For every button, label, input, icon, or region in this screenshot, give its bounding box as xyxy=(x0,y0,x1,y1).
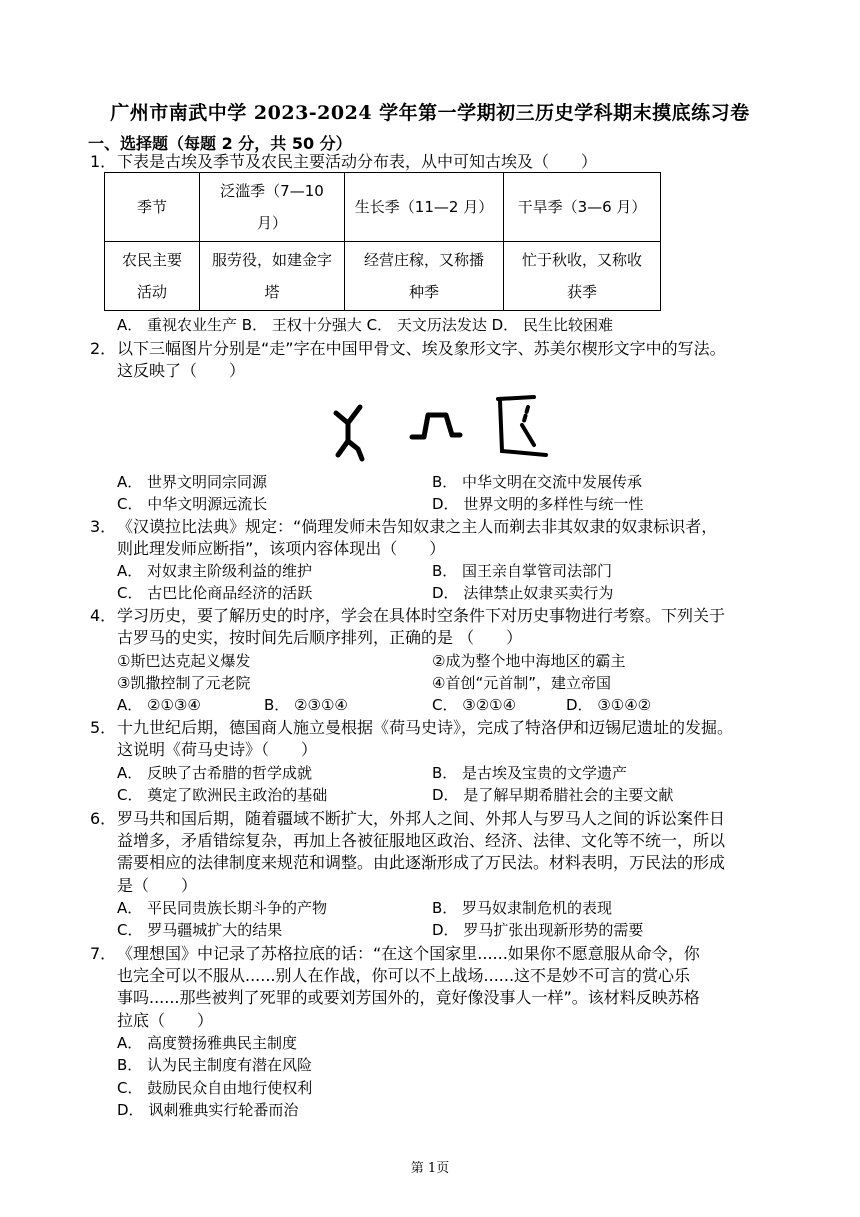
list-item: ③凯撒控制了元老院 xyxy=(117,674,251,692)
question-6-stem-cont: 需要相应的法律制度来规范和调整。由此逐渐形成了万民法。材料表明，万民法的形成 xyxy=(117,853,726,872)
option-c: C． 中华文明源远流长 xyxy=(117,495,268,513)
question-number: 6． xyxy=(90,809,117,828)
question-4-stem-cont: 古罗马的史实，按时间先后顺序排列，正确的是 （ ） xyxy=(117,628,523,647)
option-b: B． 罗马奴隶制危机的表现 xyxy=(432,899,613,917)
option-c: C． 古巴比伦商品经济的活跃 xyxy=(117,584,313,602)
option-d: D． ③①④② xyxy=(566,696,652,714)
option-b: B． 是古埃及宝贵的文学遗产 xyxy=(432,764,628,782)
option-b: B． 认为民主制度有潜在风险 xyxy=(117,1056,313,1074)
question-3-stem: 3．《汉谟拉比法典》规定：“倘理发师未告知奴隶之主人而剃去非其奴隶的奴隶标识者， xyxy=(90,517,718,536)
list-item: ①斯巴达克起义爆发 xyxy=(117,652,251,670)
walk-character-glyphs-image xyxy=(328,393,558,463)
option-a: A． 世界文明同宗同源 xyxy=(117,473,268,491)
question-number: 4． xyxy=(90,606,117,625)
table-cell: 季节 xyxy=(105,173,200,242)
page-number: 第 1页 xyxy=(410,1161,450,1176)
option-d: D． 罗马扩张出现新形势的需要 xyxy=(432,921,644,939)
oracle-bone-glyph xyxy=(336,407,362,459)
question-7-stem-cont: 也完全可以不服从......别人在作战，你可以不上战场......这不是妙不可言的赏心乐 xyxy=(117,966,691,985)
option-b: B． 中华文明在交流中发展传承 xyxy=(432,473,643,491)
question-number: 7． xyxy=(90,944,117,963)
question-7-stem-cont: 拉底（ ） xyxy=(117,1011,214,1030)
question-5-stem-cont: 这说明《荷马史诗》（ ） xyxy=(117,740,318,759)
question-5-stem: 5．十九世纪后期，德国商人施立曼根据《荷马史诗》，完成了特洛伊和迈锡尼遗址的发掘。 xyxy=(90,718,734,737)
option-b: B． ②③①④ xyxy=(264,696,348,714)
option-c: C． 罗马疆城扩大的结果 xyxy=(117,921,283,939)
question-number: 5． xyxy=(90,718,117,737)
table-cell: 干旱季（3—6 月） xyxy=(504,173,661,242)
question-4-stem: 4．学习历史，要了解历史的时序，学会在具体时空条件下对历史事物进行考察。下列关于 xyxy=(90,606,726,625)
question-2-stem-cont: 这反映了（ ） xyxy=(117,361,246,380)
option-a: A． ②①③④ xyxy=(117,696,201,714)
question-6-stem-cont: 益增多，矛盾错综复杂，再加上各被征服地区政治、经济、法律、文化等不统一，所以 xyxy=(117,831,726,850)
question-7-stem: 7．《理想国》中记录了苏格拉底的话：“在这个国家里......如果你不愿意服从命令，你 xyxy=(90,944,700,963)
option-d: D． 世界文明的多样性与统一性 xyxy=(432,495,644,513)
question-1-stem: 1．下表是古埃及季节及农民主要活动分布表，从中可知古埃及（ ） xyxy=(90,152,598,171)
list-item: ④首创“元首制”，建立帝国 xyxy=(432,674,611,692)
option-d: D． 法律禁止奴隶买卖行为 xyxy=(432,584,614,602)
table-cell: 服劳役，如建金字 塔 xyxy=(200,242,345,311)
option-c: C． 奠定了欧洲民主政治的基础 xyxy=(117,786,328,804)
egyptian-hieroglyph xyxy=(412,415,460,437)
cuneiform-glyph xyxy=(498,397,546,455)
exam-title: 广州市南武中学 2023-2024 学年第一学期初三历史学科期末摸底练习卷 xyxy=(110,102,750,124)
question-2-stem: 2．以下三幅图片分别是“走”字在中国甲骨文、埃及象形文字、苏美尔楔形文字中的写法。 xyxy=(90,339,726,358)
table-cell: 经营庄稼，又称播 种季 xyxy=(345,242,504,311)
question-3-stem-cont: 则此理发师应断指”，该项内容体现出（ ） xyxy=(117,539,446,558)
option-a: A． 反映了古希腊的哲学成就 xyxy=(117,764,313,782)
option-a: A． 平民同贵族长期斗争的产物 xyxy=(117,899,328,917)
option-a: A． 对奴隶主阶级利益的维护 xyxy=(117,562,313,580)
table-cell: 农民主要 活动 xyxy=(105,242,200,311)
option-c: C． 鼓励民众自由地行使权利 xyxy=(117,1079,313,1097)
season-activity-table xyxy=(104,172,661,311)
table-cell: 生长季（11—2 月） xyxy=(345,173,504,242)
question-6-stem-cont: 是（ ） xyxy=(117,876,198,895)
section-heading: 一、选择题（每题 2 分，共 50 分） xyxy=(88,134,352,153)
question-number: 2． xyxy=(90,339,117,358)
question-1-options: A． 重视农业生产 B． 王权十分强大 C． 天文历法发达 D． 民生比较困难 xyxy=(117,316,613,334)
option-b: B． 国王亲自掌管司法部门 xyxy=(432,562,613,580)
option-d: D． 讽刺雅典实行轮番而治 xyxy=(117,1101,299,1119)
table-row xyxy=(105,242,661,311)
option-a: A． 高度赞扬雅典民主制度 xyxy=(117,1034,298,1052)
question-number: 3． xyxy=(90,517,117,536)
table-cell: 忙于秋收，又称收 获季 xyxy=(504,242,661,311)
list-item: ②成为整个地中海地区的霸主 xyxy=(432,652,626,670)
table-row xyxy=(105,173,661,242)
question-6-stem: 6．罗马共和国后期，随着疆域不断扩大，外邦人之间、外邦人与罗马人之间的诉讼案件日 xyxy=(90,809,726,828)
option-d: D． 是了解早期希腊社会的主要文献 xyxy=(432,786,674,804)
question-7-stem-cont: 事吗......那些被判了死罪的或要刘芳国外的，竟好像没事人一样”。该材料反映苏格 xyxy=(117,988,700,1007)
question-number: 1． xyxy=(90,152,117,171)
option-c: C． ③②①④ xyxy=(432,696,517,714)
table-cell: 泛滥季（7—10 月） xyxy=(200,173,345,242)
